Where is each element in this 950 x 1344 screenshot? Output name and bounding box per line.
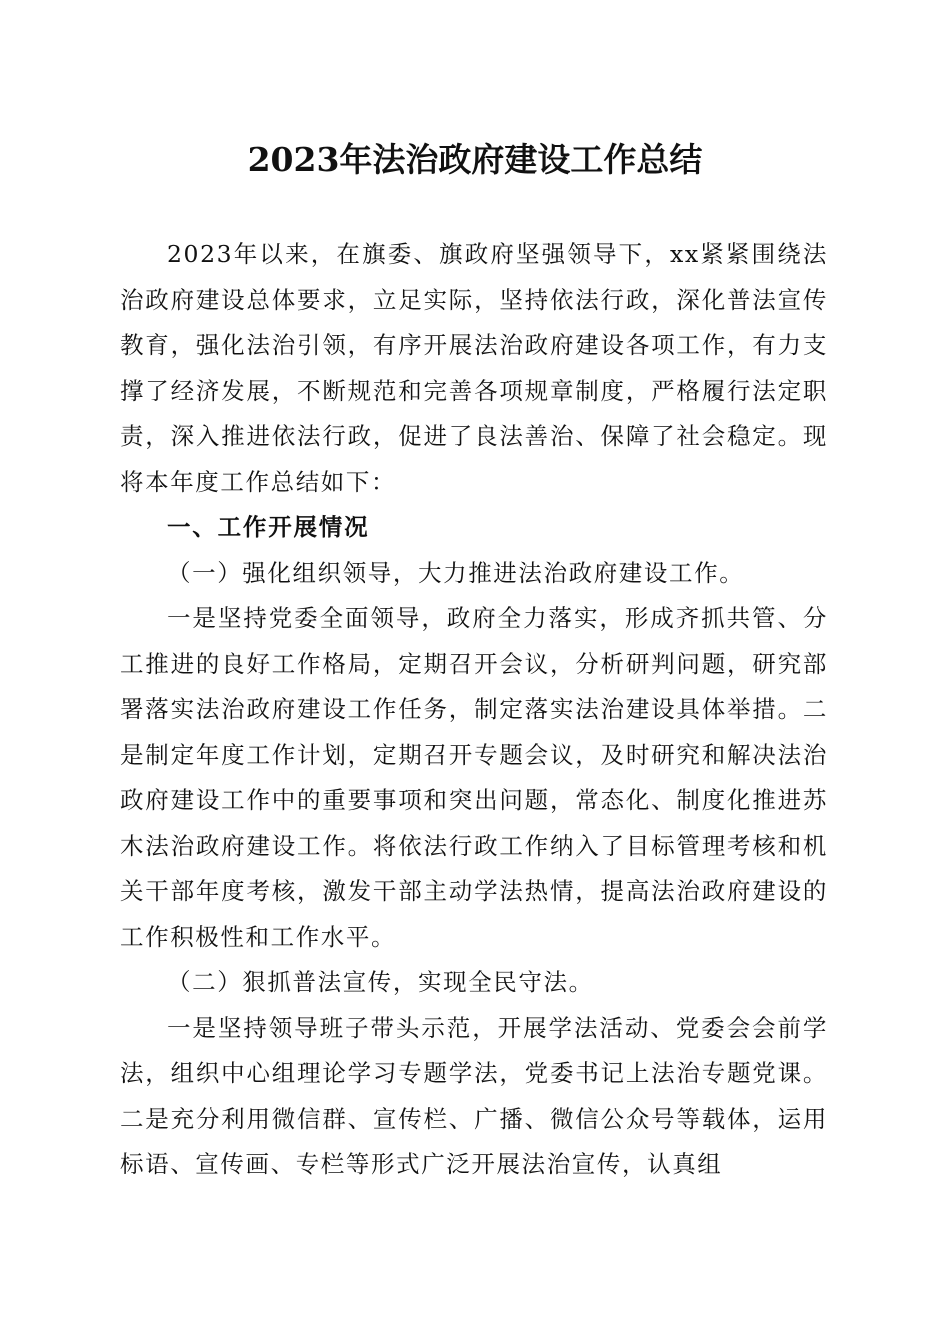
section-heading-work-progress: 一、工作开展情况 (167, 513, 370, 541)
intro-paragraph: 2023年以来，在旗委、旗政府坚强领导下，xx紧紧围绕法治政府建设总体要求，立足实际，坚持依法行政，深化普法宣传教育，强化法治引领，有序开展法治政府建设各项工作，有力支撑了经济发展，不断规范和完善各项规章制度，严格履行法定职责，深入推进依法行政，促进了良法善治、保障了社会稳定。现将本年度工作总结如下： (120, 240, 828, 496)
subsection-heading-legal-publicity: （二）狠抓普法宣传，实现全民守法。 (167, 968, 594, 996)
document-title: 2023年法治政府建设工作总结 (247, 140, 703, 179)
document-body (120, 232, 828, 1188)
legal-publicity-paragraph: 一是坚持领导班子带头示范，开展学法活动、党委会会前学法，组织中心组理论学习专题学法，党委书记上法治专题党课。二是充分利用微信群、宣传栏、广播、微信公众号等载体，运用标语、宣传画、专栏等形式广泛开展法治宣传，认真组 (120, 1013, 828, 1178)
subsection-heading-organization: （一）强化组织领导，大力推进法治政府建设工作。 (167, 558, 745, 587)
organization-paragraph: 一是坚持党委全面领导，政府全力落实，形成齐抓共管、分工推进的良好工作格局，定期召开会议，分析研判问题，研究部署落实法治政府建设工作任务，制定落实法治建设具体举措。二是制定年度工作计划，定期召开专题会议，及时研究和解决法治政府建设工作中的重要事项和突出问题，常态化、制度化推进苏木法治政府建设工作。将依法行政工作纳入了目标管理考核和机关干部年度考核，激发干部主动学法热情，提高法治政府建设的工作积极性和工作水平。 (120, 604, 828, 951)
